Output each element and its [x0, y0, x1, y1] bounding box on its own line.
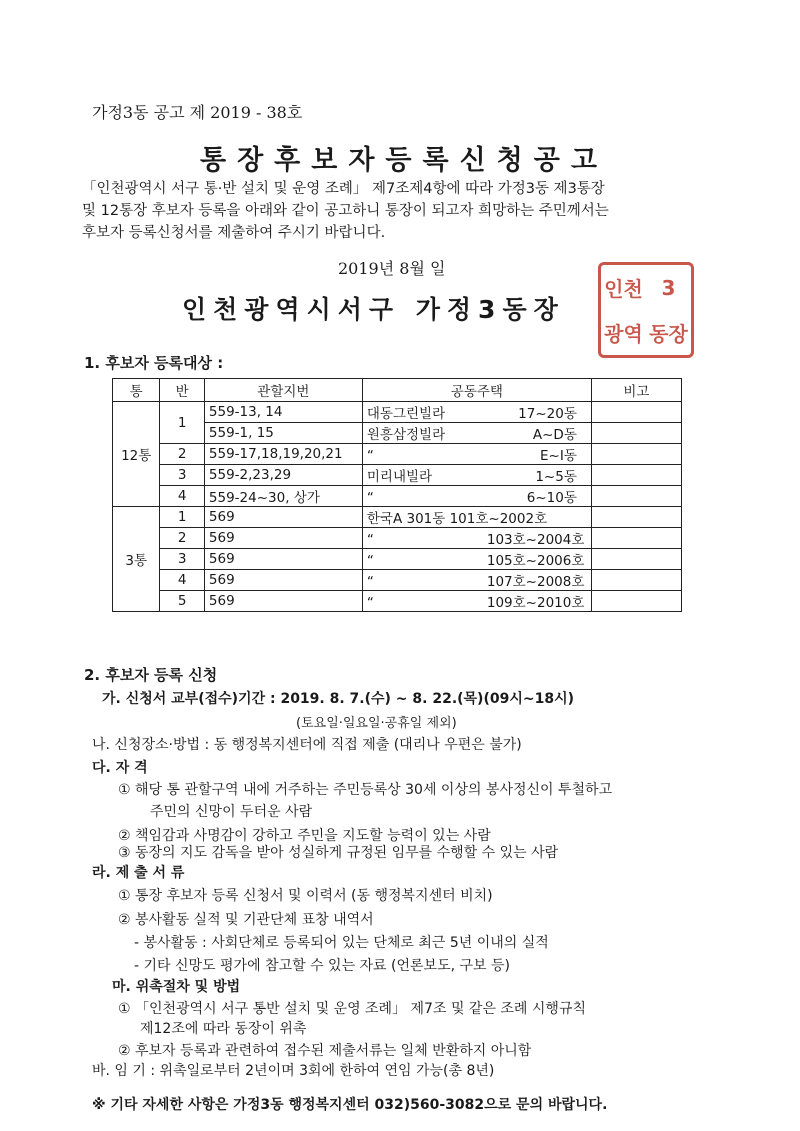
jibun-cell: 559-17,18,19,20,21	[204, 444, 362, 465]
apt-cell	[362, 528, 591, 549]
intro-paragraph	[82, 178, 772, 244]
apt-range: 6~10동	[526, 490, 577, 506]
candidate-target-table	[112, 378, 682, 612]
apt-name: 원흥삼정빌라	[366, 427, 446, 443]
apt-cell	[362, 549, 591, 570]
documents-subitem: - 기타 신망도 평가에 참고할 수 있는 자료 (언론보도, 구보 등)	[134, 958, 510, 974]
issuer-name: 인천광역시서구 가정3동장	[182, 295, 565, 324]
qualification-item: ② 책임감과 사명감이 강하고 주민을 지도할 능력이 있는 사람	[118, 828, 491, 844]
documents-item: ① 통장 후보자 등록 신청서 및 이력서 (동 행정복지센터 비치)	[118, 888, 493, 904]
contact-note: ※ 기타 자세한 사항은 가정3동 행정복지센터 032)560-3082으로 문의 바랍니다.	[92, 1097, 608, 1113]
apt-name: “	[366, 490, 374, 506]
ban-cell: 5	[160, 591, 205, 612]
apt-name: “	[366, 553, 374, 569]
table-row	[113, 444, 682, 465]
jibun-cell: 559-24~30, 상가	[204, 486, 362, 507]
apt-cell	[362, 402, 591, 423]
seal-char: 인천	[604, 277, 643, 301]
apt-range: 107호~2008호	[486, 574, 585, 590]
apt-name: “	[366, 574, 374, 590]
apt-range: 101호~2002호	[449, 511, 548, 527]
apt-range: 103호~2004호	[486, 532, 585, 548]
note-cell	[591, 528, 681, 549]
jibun-cell: 569	[204, 570, 362, 591]
qualification-heading: 다. 자 격	[92, 760, 148, 776]
apt-cell	[362, 507, 591, 528]
note-cell	[591, 423, 681, 444]
apt-cell	[362, 465, 591, 486]
documents-heading: 라. 제 출 서 류	[92, 865, 185, 881]
qualification-item: ③ 동장의 지도 감독을 받아 성실하게 규정된 임무를 수행할 수 있는 사람	[118, 845, 559, 861]
appointment-item: ② 후보자 등록과 관련하여 접수된 제출서류는 일체 반환하지 아니함	[118, 1043, 532, 1059]
note-cell	[591, 591, 681, 612]
application-place: 나. 신청장소·방법 : 동 행정복지센터에 직접 제출 (대리나 우편은 불가)	[92, 737, 522, 753]
jibun-cell: 559-2,23,29	[204, 465, 362, 486]
note-cell	[591, 549, 681, 570]
tong-cell: 3통	[113, 507, 160, 612]
apt-range: E~I동	[540, 448, 577, 464]
ban-cell: 3	[160, 465, 205, 486]
application-period: 가. 신청서 교부(접수)기간 : 2019. 8. 7.(수) ~ 8. 22.(목)(09시~18시)	[102, 691, 574, 707]
note-cell	[591, 465, 681, 486]
section-2-heading: 2. 후보자 등록 신청	[84, 666, 218, 684]
column-header: 공동주택	[362, 379, 591, 402]
apt-cell	[362, 444, 591, 465]
table-row	[113, 591, 682, 612]
apt-name: 미리내빌라	[366, 469, 433, 485]
seal-char: 3	[661, 275, 676, 300]
jibun-cell: 569	[204, 507, 362, 528]
ban-cell: 2	[160, 444, 205, 465]
jibun-cell: 569	[204, 591, 362, 612]
table-row	[113, 570, 682, 591]
notice-date: 2019년 8월 일	[338, 259, 446, 278]
ban-cell: 4	[160, 486, 205, 507]
ban-cell: 2	[160, 528, 205, 549]
table-row	[113, 465, 682, 486]
jibun-cell: 569	[204, 528, 362, 549]
ban-cell: 4	[160, 570, 205, 591]
table-row	[113, 507, 682, 528]
column-header: 관할지번	[204, 379, 362, 402]
ban-cell: 3	[160, 549, 205, 570]
apt-range: 1~5동	[535, 469, 577, 485]
apt-cell	[362, 423, 591, 444]
appointment-item: ① 「인천광역시 서구 통반 설치 및 운영 조례」 제7조 및 같은 조례 시행규칙	[118, 1001, 587, 1017]
jibun-cell: 559-1, 15	[204, 423, 362, 444]
note-cell	[591, 507, 681, 528]
qualification-item-cont: 주민의 신망이 두터운 사람	[150, 804, 313, 820]
intro-line: 후보자 등록신청서를 제출하여 주시기 바랍니다.	[82, 225, 386, 241]
apt-range: 109호~2010호	[486, 595, 585, 611]
apt-cell	[362, 591, 591, 612]
apt-range: 17~20동	[518, 406, 577, 422]
table-row	[113, 402, 682, 423]
section-1-heading: 1. 후보자 등록대상 :	[84, 354, 224, 372]
note-cell	[591, 402, 681, 423]
intro-line: 「인천광역시 서구 통·반 설치 및 운영 조례」 제7조제4항에 따라 가정3동 제3통장	[82, 181, 605, 197]
note-cell	[591, 444, 681, 465]
apt-range: A~D동	[532, 427, 577, 443]
official-seal-stamp	[598, 262, 694, 358]
ban-cell: 1	[160, 507, 205, 528]
notice-number: 가정3동 공고 제 2019 - 38호	[92, 103, 303, 122]
apt-name: “	[366, 448, 374, 464]
jibun-cell: 569	[204, 549, 362, 570]
documents-item: ② 봉사활동 실적 및 기관단체 표창 내역서	[118, 912, 374, 928]
jibun-cell: 559-13, 14	[204, 402, 362, 423]
apt-cell	[362, 486, 591, 507]
column-header: 반	[160, 379, 205, 402]
apt-name: 한국A 301동	[366, 511, 446, 527]
ban-cell: 1	[160, 402, 205, 444]
appointment-item-cont: 제12조에 따라 동장이 위촉	[140, 1021, 307, 1037]
appointment-heading: 마. 위촉절차 및 방법	[112, 979, 241, 995]
apt-name: “	[366, 532, 374, 548]
documents-subitem: - 봉사활동 : 사회단체로 등록되어 있는 단체로 최근 5년 이내의 실적	[134, 935, 549, 951]
apt-name: “	[366, 595, 374, 611]
term-of-office: 바. 임 기 : 위촉일로부터 2년이며 3회에 한하여 연임 가능(총 8년)	[92, 1063, 495, 1079]
table-header-row	[113, 379, 682, 402]
intro-line: 및 12통장 후보자 등록을 아래와 같이 공고하니 통장이 되고자 희망하는 주민께서는	[82, 203, 609, 219]
column-header: 비고	[591, 379, 681, 402]
seal-char: 광역	[604, 322, 643, 346]
column-header: 통	[113, 379, 160, 402]
table-row	[113, 549, 682, 570]
note-cell	[591, 570, 681, 591]
table-row	[113, 486, 682, 507]
application-period-note: (토요일·일요일·공휴일 제외)	[296, 716, 457, 731]
seal-char: 동장	[649, 322, 688, 346]
apt-name: 대동그린빌라	[366, 406, 446, 422]
tong-cell: 12통	[113, 402, 160, 507]
apt-range: 105호~2006호	[486, 553, 585, 569]
table-row	[113, 528, 682, 549]
note-cell	[591, 486, 681, 507]
qualification-item: ① 해당 통 관할구역 내에 거주하는 주민등록상 30세 이상의 봉사정신이 투철하고	[118, 782, 613, 798]
apt-cell	[362, 570, 591, 591]
document-title: 통장후보자등록신청공고	[200, 145, 608, 176]
